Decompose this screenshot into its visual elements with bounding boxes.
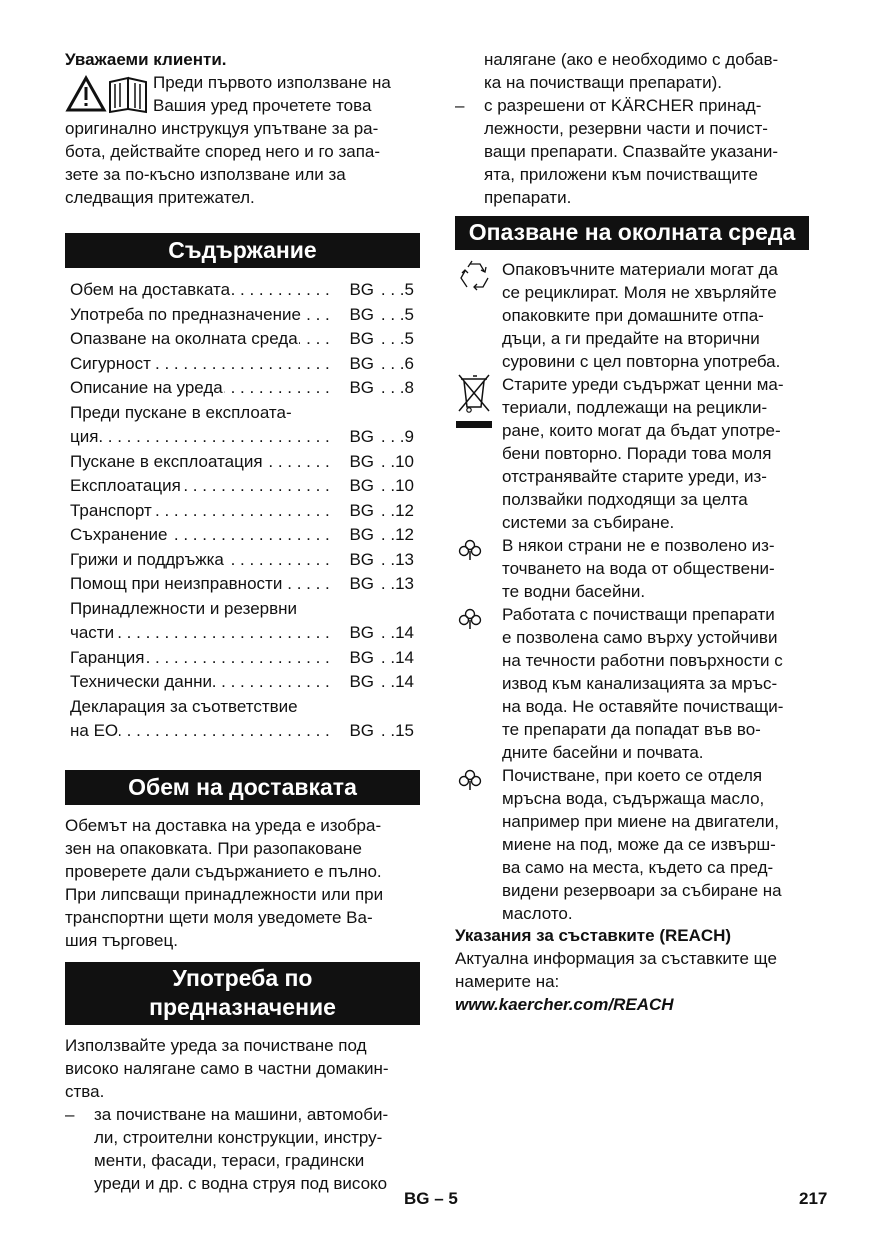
intro-line: зете за по-късно използване или за xyxy=(65,165,346,184)
env-line: мръсна вода, съдържаща масло, xyxy=(502,789,765,808)
environment-leaf-icon xyxy=(455,534,502,603)
toc-entry-country: BG xyxy=(349,476,374,495)
toc-entry-page: 14 xyxy=(395,672,414,691)
scope-line: транспортни щети моля уведомете Ва- xyxy=(65,907,373,927)
toc-entry-country: BG xyxy=(349,623,374,642)
usage-bullet-line: менти, фасади, тераси, градински xyxy=(94,1150,365,1170)
toc-leader-dots: . . . xyxy=(380,427,405,446)
left-column xyxy=(65,48,420,1195)
toc-entry-page: 10 xyxy=(395,451,414,471)
env-line: системи за събиране. xyxy=(502,513,675,532)
toc-entry-country: BG xyxy=(349,280,374,299)
toc-entry-country: BG xyxy=(349,378,374,397)
env-line: териали, подлежащи на рецикли- xyxy=(502,398,768,417)
toc-entry-page-wrap xyxy=(374,646,414,671)
toc-entry[interactable] xyxy=(70,376,414,401)
toc-leader-dots: . . xyxy=(380,451,396,471)
usage-bullet-line: уреди и др. с водна струя под високо xyxy=(94,1173,388,1193)
toc-entry-page: 15 xyxy=(395,721,414,740)
toc-entry-country: BG xyxy=(349,647,374,667)
toc-entry-title: Технически данни xyxy=(70,672,213,691)
scope-line: зен на опаковката. При разопаковане xyxy=(65,838,362,858)
env-line: на течности работни повърхности с xyxy=(502,651,783,670)
toc-entry[interactable] xyxy=(70,719,414,744)
env-line: Почистване, при което се отделя xyxy=(502,766,763,785)
toc-entry[interactable] xyxy=(70,523,414,548)
toc-entry-country: BG xyxy=(349,304,374,324)
usage-bullet-line: ята, приложени към почистващите xyxy=(484,165,758,184)
env-line: бени повторно. Поради това моля xyxy=(502,444,772,463)
toc-entry-page: 10 xyxy=(395,476,414,495)
toc-entry-page: 12 xyxy=(395,525,414,544)
env-line: В някои страни не е позволено из- xyxy=(502,536,775,555)
usage-bullet-line: препарати. xyxy=(484,188,572,207)
usage-bullet-line: ли, строителни конструкции, инстру- xyxy=(94,1127,383,1147)
toc-entry-page: 9 xyxy=(404,427,414,446)
toc-entry-title: части xyxy=(70,623,115,642)
toc-entry-page-wrap xyxy=(374,572,414,597)
toc-entry-page-wrap xyxy=(374,327,414,352)
table-of-contents xyxy=(65,278,420,744)
reach-line: Актуална информация за съставките ще xyxy=(455,949,777,968)
toc-leader-dots: . . . xyxy=(380,353,405,373)
env-line: миене на под, може да се извърш- xyxy=(502,835,776,854)
toc-entry[interactable] xyxy=(70,572,414,597)
env-line: ране, които могат да бъдат употре- xyxy=(502,421,781,440)
toc-entry-page-wrap xyxy=(374,352,414,377)
toc-entry-title: Гаранция xyxy=(70,647,145,667)
toc-entry-country: BG xyxy=(349,525,374,544)
toc-leader-dots: . . xyxy=(380,672,396,691)
toc-leader-dots: . . xyxy=(380,549,396,569)
env-title: Опазване на околната среда xyxy=(455,216,809,250)
toc-entry-preline: Декларация за съответствие xyxy=(70,696,298,716)
env-line: дните басейни и почвата. xyxy=(502,743,704,762)
toc-entry-title: Употреба по предназначение xyxy=(70,304,301,324)
toc-entry-country: BG xyxy=(349,353,374,373)
toc-leader-dots: . . xyxy=(380,721,396,740)
env-line: те препарати да попадат във во- xyxy=(502,720,761,739)
footer-section-label: BG – 5 xyxy=(404,1189,458,1208)
env-line: опаковките при домашните отпа- xyxy=(502,306,764,325)
env-line: извод към канализацията за мръс- xyxy=(502,674,778,693)
recycle-icon xyxy=(455,258,502,373)
toc-entry-country: BG xyxy=(349,721,374,740)
toc-entry[interactable] xyxy=(70,474,414,499)
usage-bullet xyxy=(455,94,809,209)
toc-entry-page: 5 xyxy=(404,304,414,324)
toc-leader-dots: . . xyxy=(380,500,396,520)
toc-entry-title: на ЕО xyxy=(70,721,119,740)
toc-entry-country: BG xyxy=(349,500,374,520)
toc-entry[interactable] xyxy=(70,548,414,573)
intro-warning-block xyxy=(65,71,420,117)
toc-leader-dots: . . . xyxy=(380,329,405,348)
toc-entry[interactable] xyxy=(70,450,414,475)
toc-entry-title: Пускане в експлоатация xyxy=(70,451,263,471)
toc-entry[interactable] xyxy=(70,303,414,328)
env-line: отстранявайте старите уреди, из- xyxy=(502,467,767,486)
toc-leader-dots: . . xyxy=(380,623,396,642)
toc-entry-page: 12 xyxy=(395,500,414,520)
warning-manual-icon xyxy=(65,71,153,117)
env-line: те водни басейни. xyxy=(502,582,646,601)
toc-leader-dots: . . xyxy=(380,476,396,495)
toc-entry-page-wrap xyxy=(374,376,414,401)
env-item-water xyxy=(455,534,809,603)
toc-entry-title: Транспорт xyxy=(70,500,152,520)
env-item-packaging xyxy=(455,258,809,373)
env-line: ползвайки подходящи за целта xyxy=(502,490,748,509)
toc-entry-country: BG xyxy=(349,672,374,691)
env-line: суровини с цел повторна употреба. xyxy=(502,352,781,371)
env-line: видени резервоари за събиране на xyxy=(502,881,782,900)
toc-leader-dots: . . . xyxy=(380,378,405,397)
toc-entry-page: 8 xyxy=(404,378,414,397)
toc-entry[interactable] xyxy=(70,352,414,377)
env-item-old-devices xyxy=(455,373,809,534)
usage-bullet-line: лежности, резервни части и почист- xyxy=(484,119,768,138)
toc-entry[interactable] xyxy=(70,425,414,450)
toc-entry-page-wrap xyxy=(374,278,414,303)
toc-entry[interactable] xyxy=(70,327,414,352)
usage-bullet-continued xyxy=(455,48,809,94)
env-line: ва само на места, където са пред- xyxy=(502,858,774,877)
usage-line: ства. xyxy=(65,1081,105,1101)
toc-entry-page: 5 xyxy=(404,280,414,299)
toc-entry-page-wrap xyxy=(374,425,414,450)
toc-entry-page: 14 xyxy=(395,647,414,667)
toc-entry-page-wrap xyxy=(374,548,414,573)
environment-leaf-icon xyxy=(455,764,502,925)
env-line: маслото. xyxy=(502,904,573,923)
env-line: на вода. Не оставяйте почистващи- xyxy=(502,697,784,716)
usage-bullet-line: с разрешени от KÄRCHER принад- xyxy=(484,96,762,115)
usage-line: високо налягане само в частни домакин- xyxy=(65,1058,389,1078)
env-line: Опаковъчните материали могат да xyxy=(502,260,778,279)
toc-entry-title: Обем на доставката xyxy=(70,280,231,299)
toc-entry-page: 6 xyxy=(404,353,414,373)
crossed-bin-icon xyxy=(455,373,502,534)
scope-line: Обемът на доставка на уреда е изобра- xyxy=(65,815,382,835)
reach-url-link[interactable]: www.kaercher.com/REACH xyxy=(455,995,674,1014)
reach-line: намерите на: xyxy=(455,972,560,991)
environment-leaf-icon xyxy=(455,603,502,764)
env-line: дъци, а ги предайте на вторични xyxy=(502,329,760,348)
footer-page-number: 217 xyxy=(799,1189,828,1208)
toc-entry-page-wrap xyxy=(374,621,414,646)
dash-marker: – xyxy=(455,96,465,115)
toc-leader-dots: . . xyxy=(380,525,396,544)
env-line: е позволена само върху устойчиви xyxy=(502,628,778,647)
intro-heading: Уважаеми клиенти. xyxy=(65,50,227,69)
scope-line: При липсващи принадлежности или при xyxy=(65,884,384,904)
toc-entry[interactable] xyxy=(70,621,414,646)
toc-entry-title: Сигурност xyxy=(70,353,151,373)
toc-entry-preline: Принадлежности и резервни xyxy=(70,598,298,618)
usage-title-line: предназначение xyxy=(149,993,336,1020)
usage-bullet xyxy=(65,1103,420,1195)
toc-entry[interactable] xyxy=(70,499,414,524)
toc-entry-page-wrap xyxy=(374,719,414,744)
intro-line: Вашия уред прочетете това xyxy=(153,96,372,115)
intro-line: оригинално инструкцуя упътване за ра- xyxy=(65,119,379,138)
toc-entry-page-wrap xyxy=(374,523,414,548)
toc-leader-dots: . . . xyxy=(380,304,405,324)
toc-entry-title: ция xyxy=(70,427,99,446)
toc-entry-country: BG xyxy=(349,549,374,569)
scope-title: Обем на доставката xyxy=(65,770,420,805)
toc-entry[interactable] xyxy=(70,670,414,695)
toc-entry-page-wrap xyxy=(374,670,414,695)
env-item-oil xyxy=(455,764,809,925)
toc-entry-page-wrap xyxy=(374,474,414,499)
env-item-detergents xyxy=(455,603,809,764)
toc-entry-country: BG xyxy=(349,427,374,446)
env-line: се рециклират. Моля не хвърляйте xyxy=(502,283,777,302)
usage-bullet-line: за почистване на машини, автомоби- xyxy=(94,1104,389,1124)
scope-line: проверете дали съдържанието е пълно. xyxy=(65,861,382,881)
intro-line: бота, действайте според него и го запа- xyxy=(65,142,381,161)
env-line: например при миене на двигатели, xyxy=(502,812,779,831)
toc-title: Съдържание xyxy=(65,233,420,268)
toc-entry-page-wrap xyxy=(374,303,414,328)
env-line: Работата с почистващи препарати xyxy=(502,605,775,624)
toc-entry-title: Съхранение xyxy=(70,525,168,544)
toc-entry-country: BG xyxy=(349,329,374,348)
intro-line: следващия притежател. xyxy=(65,188,255,207)
toc-entry-page: 13 xyxy=(395,574,414,593)
usage-title-line: Употреба по xyxy=(172,964,313,991)
toc-leader-dots: . . xyxy=(380,574,396,593)
right-column xyxy=(455,48,809,1016)
usage-bullet-line: ка на почистващи препарати). xyxy=(484,73,722,92)
toc-entry-title: Грижи и поддръжка xyxy=(70,549,224,569)
dash-marker: – xyxy=(65,1104,75,1124)
toc-entry-title: Експлоатация xyxy=(70,476,181,495)
env-line: точването на вода от обществени- xyxy=(502,559,775,578)
toc-entry-country: BG xyxy=(349,451,374,471)
toc-entry-page: 5 xyxy=(404,329,414,348)
toc-leader-dots: . . . xyxy=(380,280,405,299)
toc-entry-title: Описание на уреда xyxy=(70,378,223,397)
usage-title xyxy=(65,962,420,1025)
intro-line: Преди първото използване на xyxy=(153,73,391,92)
usage-line: Използвайте уреда за почистване под xyxy=(65,1035,367,1055)
toc-entry-title: Помощ при неизправности xyxy=(70,574,283,593)
toc-entry-page-wrap xyxy=(374,450,414,475)
env-line: Старите уреди съдържат ценни ма- xyxy=(502,375,784,394)
toc-entry-page: 13 xyxy=(395,549,414,569)
toc-entry[interactable] xyxy=(70,278,414,303)
usage-bullet-line: налягане (ако е необходимо с добав- xyxy=(484,50,779,69)
usage-bullet-line: ващи препарати. Спазвайте указани- xyxy=(484,142,779,161)
scope-line: шия търговец. xyxy=(65,930,178,950)
toc-entry-title: Опазване на околната среда xyxy=(70,329,298,348)
toc-entry[interactable] xyxy=(70,646,414,671)
toc-entry-page: 14 xyxy=(395,623,414,642)
toc-entry-preline: Преди пускане в експлоата- xyxy=(70,402,292,422)
toc-leader-dots: . . xyxy=(380,647,396,667)
reach-heading: Указания за съставките (REACH) xyxy=(455,926,732,945)
toc-entry-country: BG xyxy=(349,574,374,593)
toc-entry-page-wrap xyxy=(374,499,414,524)
